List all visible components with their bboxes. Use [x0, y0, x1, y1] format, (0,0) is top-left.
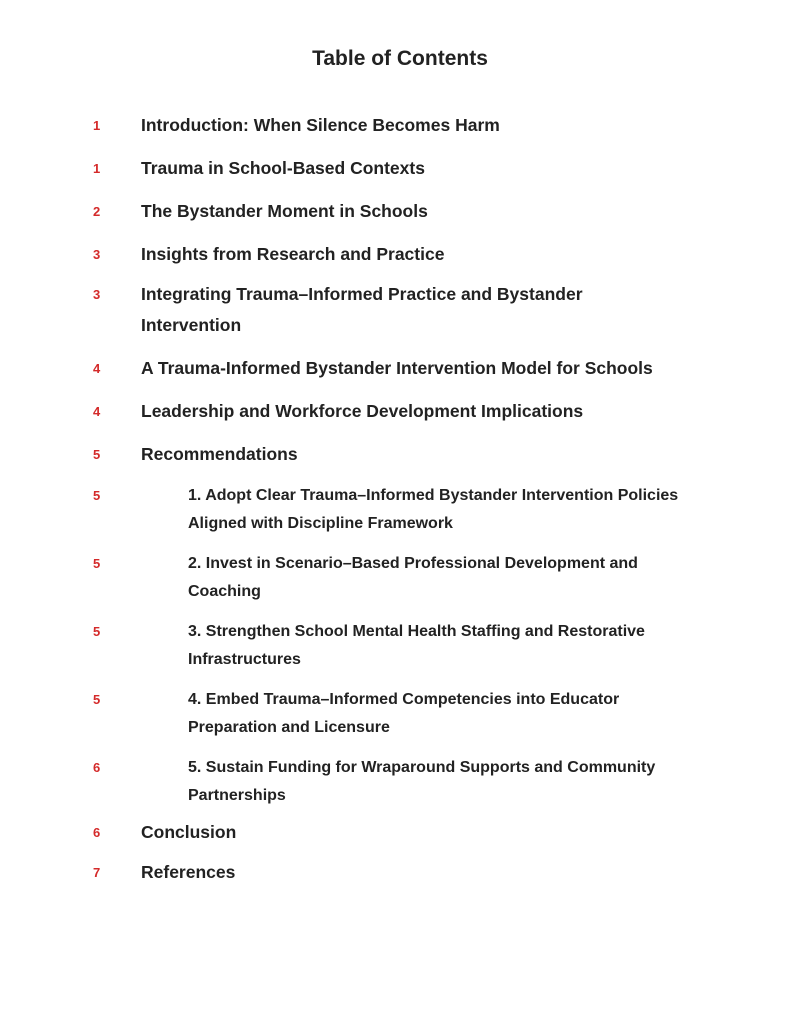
toc-page-number: 1	[93, 118, 101, 133]
toc-entry[interactable]	[0, 239, 800, 270]
toc-entry-title[interactable]: Recommendations	[141, 444, 298, 464]
toc-subentry[interactable]	[0, 686, 800, 742]
toc-page-number: 3	[93, 287, 101, 302]
toc-page-number: 6	[93, 760, 101, 775]
toc-subentry[interactable]	[0, 618, 800, 674]
toc-entry-title[interactable]: Integrating Trauma–Informed Practice and Bystander Intervention	[141, 284, 583, 335]
toc-entry[interactable]	[0, 279, 800, 341]
toc-page-number: 5	[93, 556, 101, 571]
toc-page-number: 4	[93, 361, 101, 376]
toc-page-number: 6	[93, 825, 101, 840]
toc-entry-title[interactable]: A Trauma-Informed Bystander Intervention Model for Schools	[141, 358, 653, 378]
toc-entry[interactable]	[0, 153, 800, 184]
toc-page-number: 2	[93, 204, 101, 219]
toc-entry-title[interactable]: Trauma in School-Based Contexts	[141, 158, 425, 178]
toc-entry[interactable]	[0, 196, 800, 227]
toc-page-number: 5	[93, 624, 101, 639]
toc-page-number: 5	[93, 447, 101, 462]
toc-page-number: 1	[93, 161, 101, 176]
toc-entry[interactable]	[0, 817, 800, 848]
toc-entry-title[interactable]: The Bystander Moment in Schools	[141, 201, 428, 221]
toc-title: Table of Contents	[312, 47, 488, 70]
toc-entry[interactable]	[0, 353, 800, 384]
toc-page-number: 5	[93, 692, 101, 707]
toc-subentry[interactable]	[0, 482, 800, 538]
toc-subentry[interactable]	[0, 550, 800, 606]
toc-entry-title[interactable]: Conclusion	[141, 822, 237, 842]
toc-entry[interactable]	[0, 439, 800, 470]
toc-list	[0, 110, 800, 888]
toc-entry-title[interactable]: Insights from Research and Practice	[141, 244, 445, 264]
toc-entry-title[interactable]: 2. Invest in Scenario–Based Professional Development and Coaching	[188, 555, 638, 600]
toc-page-number: 4	[93, 404, 101, 419]
toc-entry[interactable]	[0, 110, 800, 141]
toc-page-number: 3	[93, 247, 101, 262]
toc-page-number: 5	[93, 488, 101, 503]
toc-entry-title[interactable]: 3. Strengthen School Mental Health Staffing and Restorative Infrastructures	[188, 623, 645, 668]
toc-entry-title[interactable]: 5. Sustain Funding for Wraparound Supports and Community Partnerships	[188, 759, 656, 804]
toc-entry-title[interactable]: Introduction: When Silence Becomes Harm	[141, 115, 500, 135]
toc-entry-title[interactable]: References	[141, 862, 236, 882]
toc-entry-title[interactable]: 4. Embed Trauma–Informed Competencies into Educator Preparation and Licensure	[188, 691, 620, 736]
toc-page-number: 7	[93, 865, 101, 880]
toc-entry-title[interactable]: 1. Adopt Clear Trauma–Informed Bystander Intervention Policies Aligned with Discipline Framework	[188, 487, 679, 532]
toc-subentry[interactable]	[0, 754, 800, 810]
toc-entry[interactable]	[0, 396, 800, 427]
toc-entry-title[interactable]: Leadership and Workforce Development Implications	[141, 401, 584, 421]
toc-entry[interactable]	[0, 857, 800, 888]
